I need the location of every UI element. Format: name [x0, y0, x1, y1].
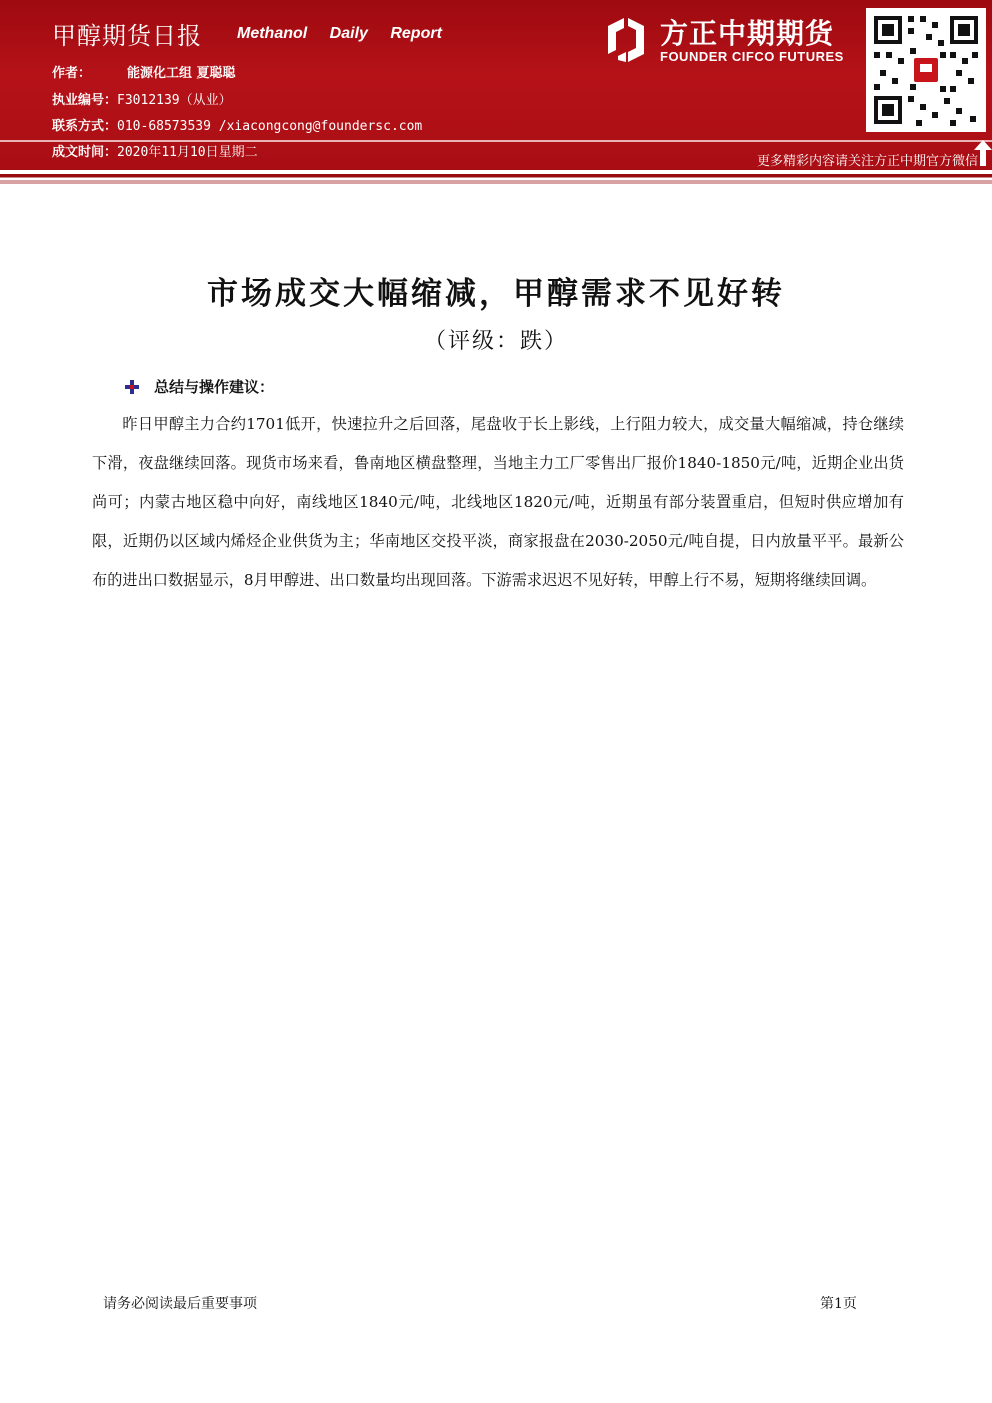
qr-code-icon	[866, 8, 986, 132]
company-name-en: FOUNDER CIFCO FUTURES	[660, 49, 844, 64]
cross-bullet-icon	[124, 379, 140, 395]
license-value: F3012139（从业）	[117, 93, 232, 108]
author-value: 能源化工组 夏聪聪	[127, 66, 236, 81]
article-title: 市场成交大幅缩减，甲醇需求不见好转	[207, 276, 785, 312]
report-title-cn: 甲醇期货日报	[52, 22, 202, 50]
contact-row	[52, 115, 422, 134]
date-row	[52, 141, 258, 160]
summary-paragraph: 昨日甲醇主力合约1701低开，快速拉升之后回落，尾盘收于长上影线，上行阻力较大，成交量大幅缩减，持仓继续下滑，夜盘继续回落。现货市场来看，鲁南地区横盘整理，当地主力工厂零售出厂报价1840-1850元/吨，近期企业出货尚可；内蒙古地区稳中向好，南线地区1840元/吨，北线地区1820元/吨，近期虽有部分装置重启，但短时供应增加有限，近期仍以区域内烯烃企业供货为主；华南地区交投平淡，商家报盘在2030-2050元/吨自提，日内放量平平。最新公布的进出口数据显示，8月甲醇进、出口数量均出现回落。下游需求迟迟不见好转，甲醇上行不易，短期将继续回调。	[92, 415, 904, 589]
header-divider	[0, 140, 992, 142]
footer-notice: 请务必阅读最后重要事项	[103, 1296, 257, 1312]
report-header	[0, 0, 992, 170]
company-name-cn: 方正中期期货	[660, 17, 835, 50]
author-row	[52, 62, 236, 81]
contact-value: 010-68573539 /xiacongcong@foundersc.com	[117, 119, 423, 134]
up-arrow-icon	[974, 140, 992, 166]
founder-logo-icon	[602, 16, 650, 64]
section-heading	[124, 376, 274, 397]
header-bottom-rule	[0, 170, 992, 184]
contact-label: 联系方式：	[52, 119, 118, 134]
report-title-en: Methanol Daily Report	[237, 25, 442, 42]
section-heading-text: 总结与操作建议：	[154, 378, 275, 396]
license-row	[52, 89, 232, 108]
article-rating: （评级：跌）	[423, 329, 568, 354]
page-number: 第1页	[820, 1296, 857, 1312]
company-logo	[602, 12, 862, 68]
date-label: 成文时间：	[52, 145, 118, 160]
license-label: 执业编号：	[52, 93, 118, 108]
author-label: 作者：	[52, 66, 92, 81]
date-value: 2020年11月10日星期二	[117, 145, 258, 160]
wechat-follow-note: 更多精彩内容请关注方正中期官方微信	[756, 154, 978, 169]
